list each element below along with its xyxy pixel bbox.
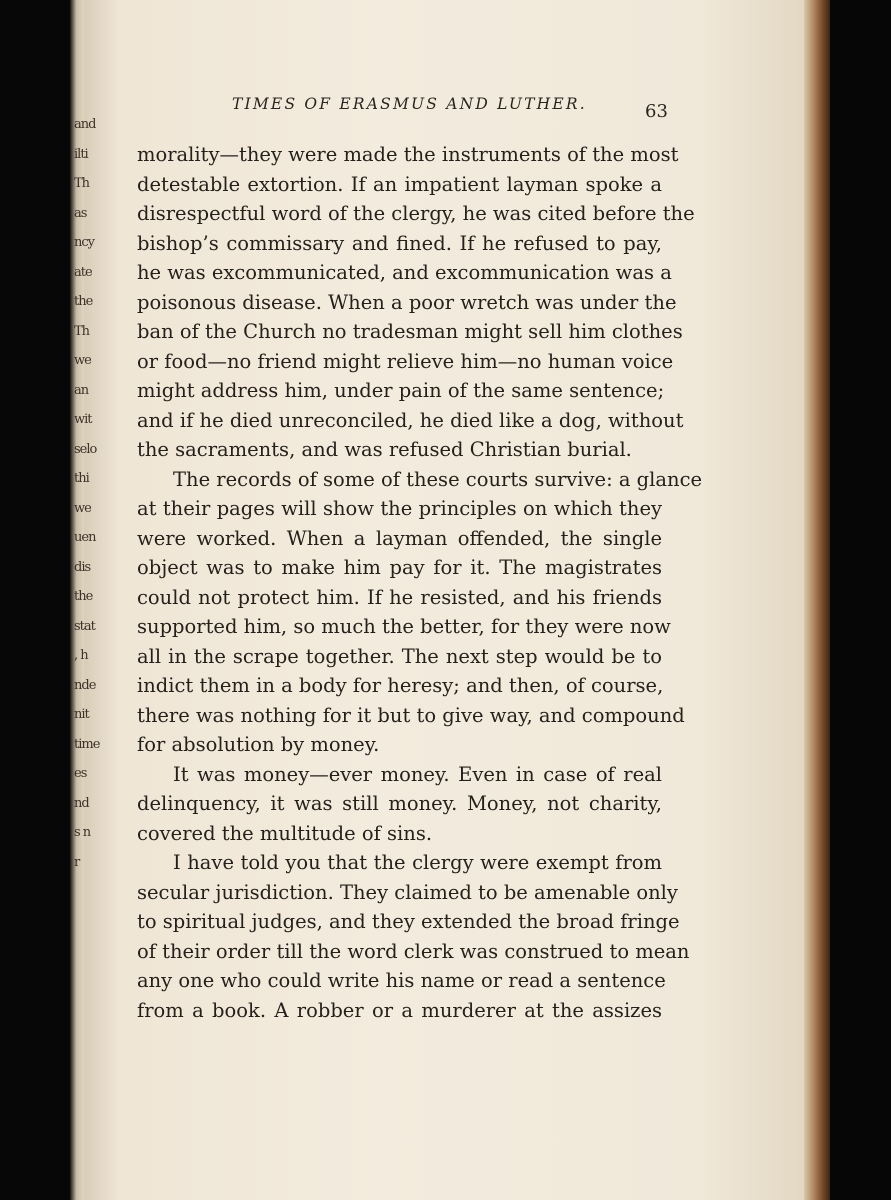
text-line: morality—they were made the instruments of the most (137, 143, 679, 166)
text-line: might address him, under pain of the same sentence; (137, 379, 665, 402)
text-line: any one who could write his name or read a sentence (137, 969, 666, 992)
previous-page-fragment: nd (74, 795, 89, 811)
text-line: It was money—ever money. Even in case of real (173, 762, 662, 786)
previous-page-fragment: uen (74, 530, 96, 545)
paragraph (137, 465, 703, 760)
text-line: object was to make him pay for it. The magistrates (137, 556, 662, 579)
text-line: secular jurisdiction. They claimed to be amenable only (137, 880, 678, 904)
running-head: TIMES OF ERASMUS AND LUTHER. (232, 95, 587, 113)
text-line: The records of some of these courts survive: a glance (173, 467, 703, 491)
previous-page-fragment: r (74, 854, 80, 870)
previous-page-fragment: Th (74, 176, 90, 191)
previous-page-fragment: , h (74, 648, 88, 663)
paragraph (137, 760, 662, 849)
text-line: the sacraments, and was refused Christian burial. (137, 438, 632, 461)
text-line: for absolution by money. (137, 733, 380, 756)
previous-page-fragment: ate (74, 264, 92, 280)
previous-page-fragment: Th (74, 323, 90, 339)
previous-page-fragment: and (74, 117, 96, 132)
page-number: 63 (645, 101, 668, 122)
previous-page-fragment: dis (74, 559, 91, 575)
text-line: supported him, so much the better, for they were now (137, 615, 671, 638)
previous-page-fragment: we (74, 500, 91, 516)
text-line: were worked. When a layman offended, the single (137, 526, 662, 550)
previous-page-fragment: nde (74, 677, 96, 693)
text-line: covered the multitude of sins. (137, 821, 433, 845)
text-line: ban of the Church no tradesman might sell him clothes (137, 320, 683, 343)
previous-page-fragment: thi (74, 471, 89, 486)
text-line: disrespectful word of the clergy, he was cited before the (137, 202, 695, 225)
text-line: and if he died unreconciled, he died like a dog, without (137, 408, 684, 432)
text-line: delinquency, it was still money. Money, not charity, (137, 792, 662, 815)
text-line: there was nothing for it but to give way, and compound (137, 703, 685, 727)
text-line: indict them in a body for heresy; and then, of course, (137, 674, 664, 697)
text-line: all in the scrape together. The next step would be to (137, 644, 662, 668)
previous-page-fragment: stat (74, 618, 95, 634)
text-line: or food—no friend might relieve him—no human voice (137, 349, 674, 373)
previous-page-fragment: the (74, 589, 93, 604)
book-spine-edge (804, 0, 830, 1200)
text-line: from a book. A robber or a murderer at the assizes (137, 998, 662, 1022)
background-edge (830, 0, 891, 1200)
text-line: at their pages will show the principles on which they (137, 497, 662, 520)
text-line: poisonous disease. When a poor wretch was under the (137, 290, 677, 314)
body-text (137, 140, 703, 1025)
previous-page-fragment: selo (74, 441, 97, 457)
previous-page-fragment: s n (74, 825, 91, 840)
previous-page-fragment: an (74, 382, 89, 398)
text-line: bishop’s commissary and fined. If he refused to pay, (137, 231, 662, 255)
text-line: detestable extortion. If an impatient layman spoke a (137, 172, 662, 196)
paragraph (137, 140, 695, 465)
text-line: could not protect him. If he resisted, and his friends (137, 585, 662, 609)
previous-page-fragment: es (74, 766, 87, 781)
paragraph (137, 848, 690, 1025)
text-line: I have told you that the clergy were exempt from (173, 851, 662, 874)
text-line: of their order till the word clerk was construed to mean (137, 939, 690, 963)
text-line: to spiritual judges, and they extended the broad fringe (137, 910, 680, 933)
previous-page-fragment: we (74, 353, 91, 368)
previous-page-fragment: the (74, 294, 93, 309)
previous-page-text-fragments (74, 110, 100, 1050)
previous-page-fragment: time (74, 736, 100, 752)
previous-page-fragment: as (74, 205, 87, 221)
previous-page-fragment: ncy (74, 235, 94, 250)
text-line: he was excommunicated, and excommunication was a (137, 261, 672, 284)
previous-page-fragment: nit (74, 707, 89, 722)
previous-page-fragment: ilti (74, 146, 88, 162)
previous-page-fragment: wit (74, 412, 92, 427)
